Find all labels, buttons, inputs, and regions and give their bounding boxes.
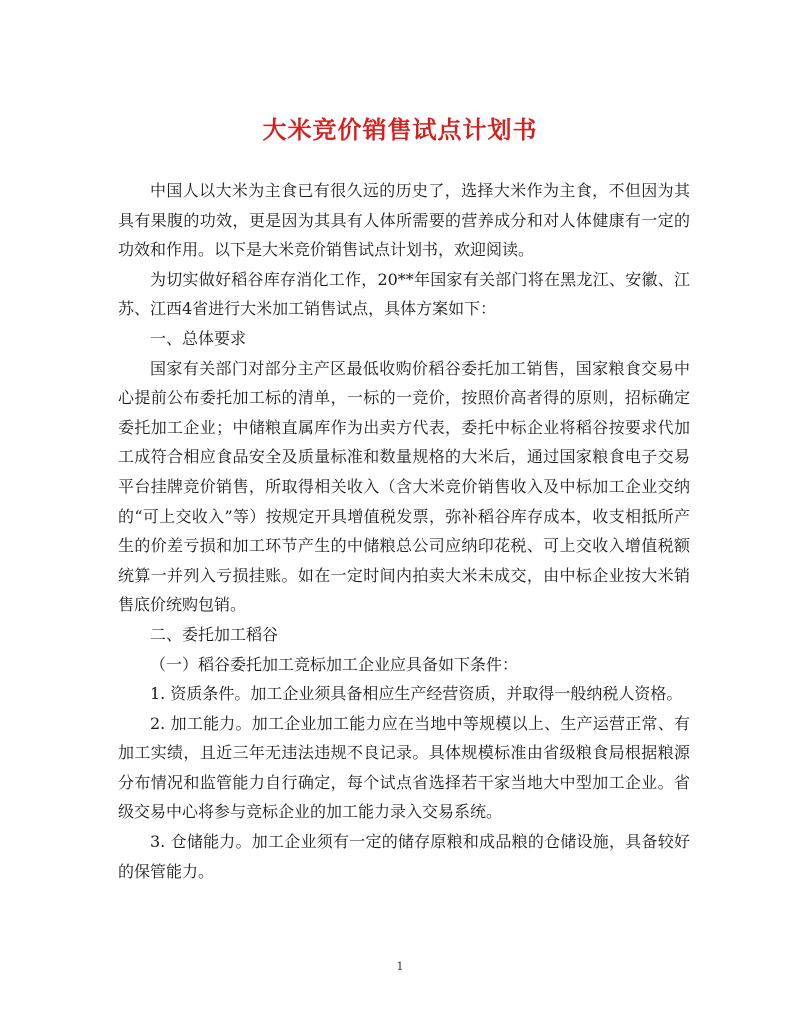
section-heading-processing: 二、委托加工稻谷 xyxy=(150,624,279,644)
paragraph-general-requirements: 国家有关部门对部分主产区最低收购价稻谷委托加工销售，国家粮食交易中心提前公布委托加工标的清单，一标的一竞价，按照价高者得的原则，招标确定委托加工企业；中储粮直属库作为出卖方代表，委托中标企业将稻谷按要求代加工成符合相应食品安全及质量标准和数量规格的大米后，通过国家粮食电子交易平台挂牌竞价销售，所取得相关收入（含大米竞价销售收入及中标加工企业交纳的“可上交收入”等）按规定开具增值税发票，弥补稻谷库存成本，收支相抵所产生的价差亏损和加工环节产生的中储粮总公司应纳印花税、可上交收入增值税额统算一并列入亏损挂账。如在一定时间内拍卖大米未成交，由中标企业按大米销售底价统购包销。 xyxy=(118,358,690,615)
document-title: 大米竞价销售试点计划书 xyxy=(262,115,538,144)
condition-item-capacity: 2. 加工能力。加工企业加工能力应在当地中等规模以上、生产运营正常、有加工实绩，且近三年无违法违规不良记录。具体规模标准由省级粮食局根据粮源分布情况和监管能力自行确定，每个试点省选择若干家当地大中型加工企业。省级交易中心将参与竞标企业的加工能力录入交易系统。 xyxy=(118,713,690,822)
condition-item-qualification: 1. 资质条件。加工企业须具备相应生产经营资质，并取得一般纳税人资格。 xyxy=(150,684,683,704)
subsection-heading-conditions: （一）稻谷委托加工竞标加工企业应具备如下条件： xyxy=(150,654,519,674)
section-heading-general: 一、总体要求 xyxy=(150,328,247,348)
paragraph-intro: 中国人以大米为主食已有很久远的历史了，选择大米作为主食，不但因为其具有果腹的功效，更是因为其具有人体所需要的营养成分和对人体健康有一定的功效和作用。以下是大米竞价销售试点计划书，欢迎阅读。 xyxy=(118,181,690,260)
page-number: 1 xyxy=(396,960,404,973)
document-body xyxy=(118,176,690,886)
condition-item-storage: 3. 仓储能力。加工企业须有一定的储存原粮和成品粮的仓储设施，具备较好的保管能力。 xyxy=(118,832,690,881)
paragraph-background: 为切实做好稻谷库存消化工作，20**年国家有关部门将在黑龙江、安徽、江苏、江西4省进行大米加工销售试点，具体方案如下： xyxy=(118,269,690,319)
